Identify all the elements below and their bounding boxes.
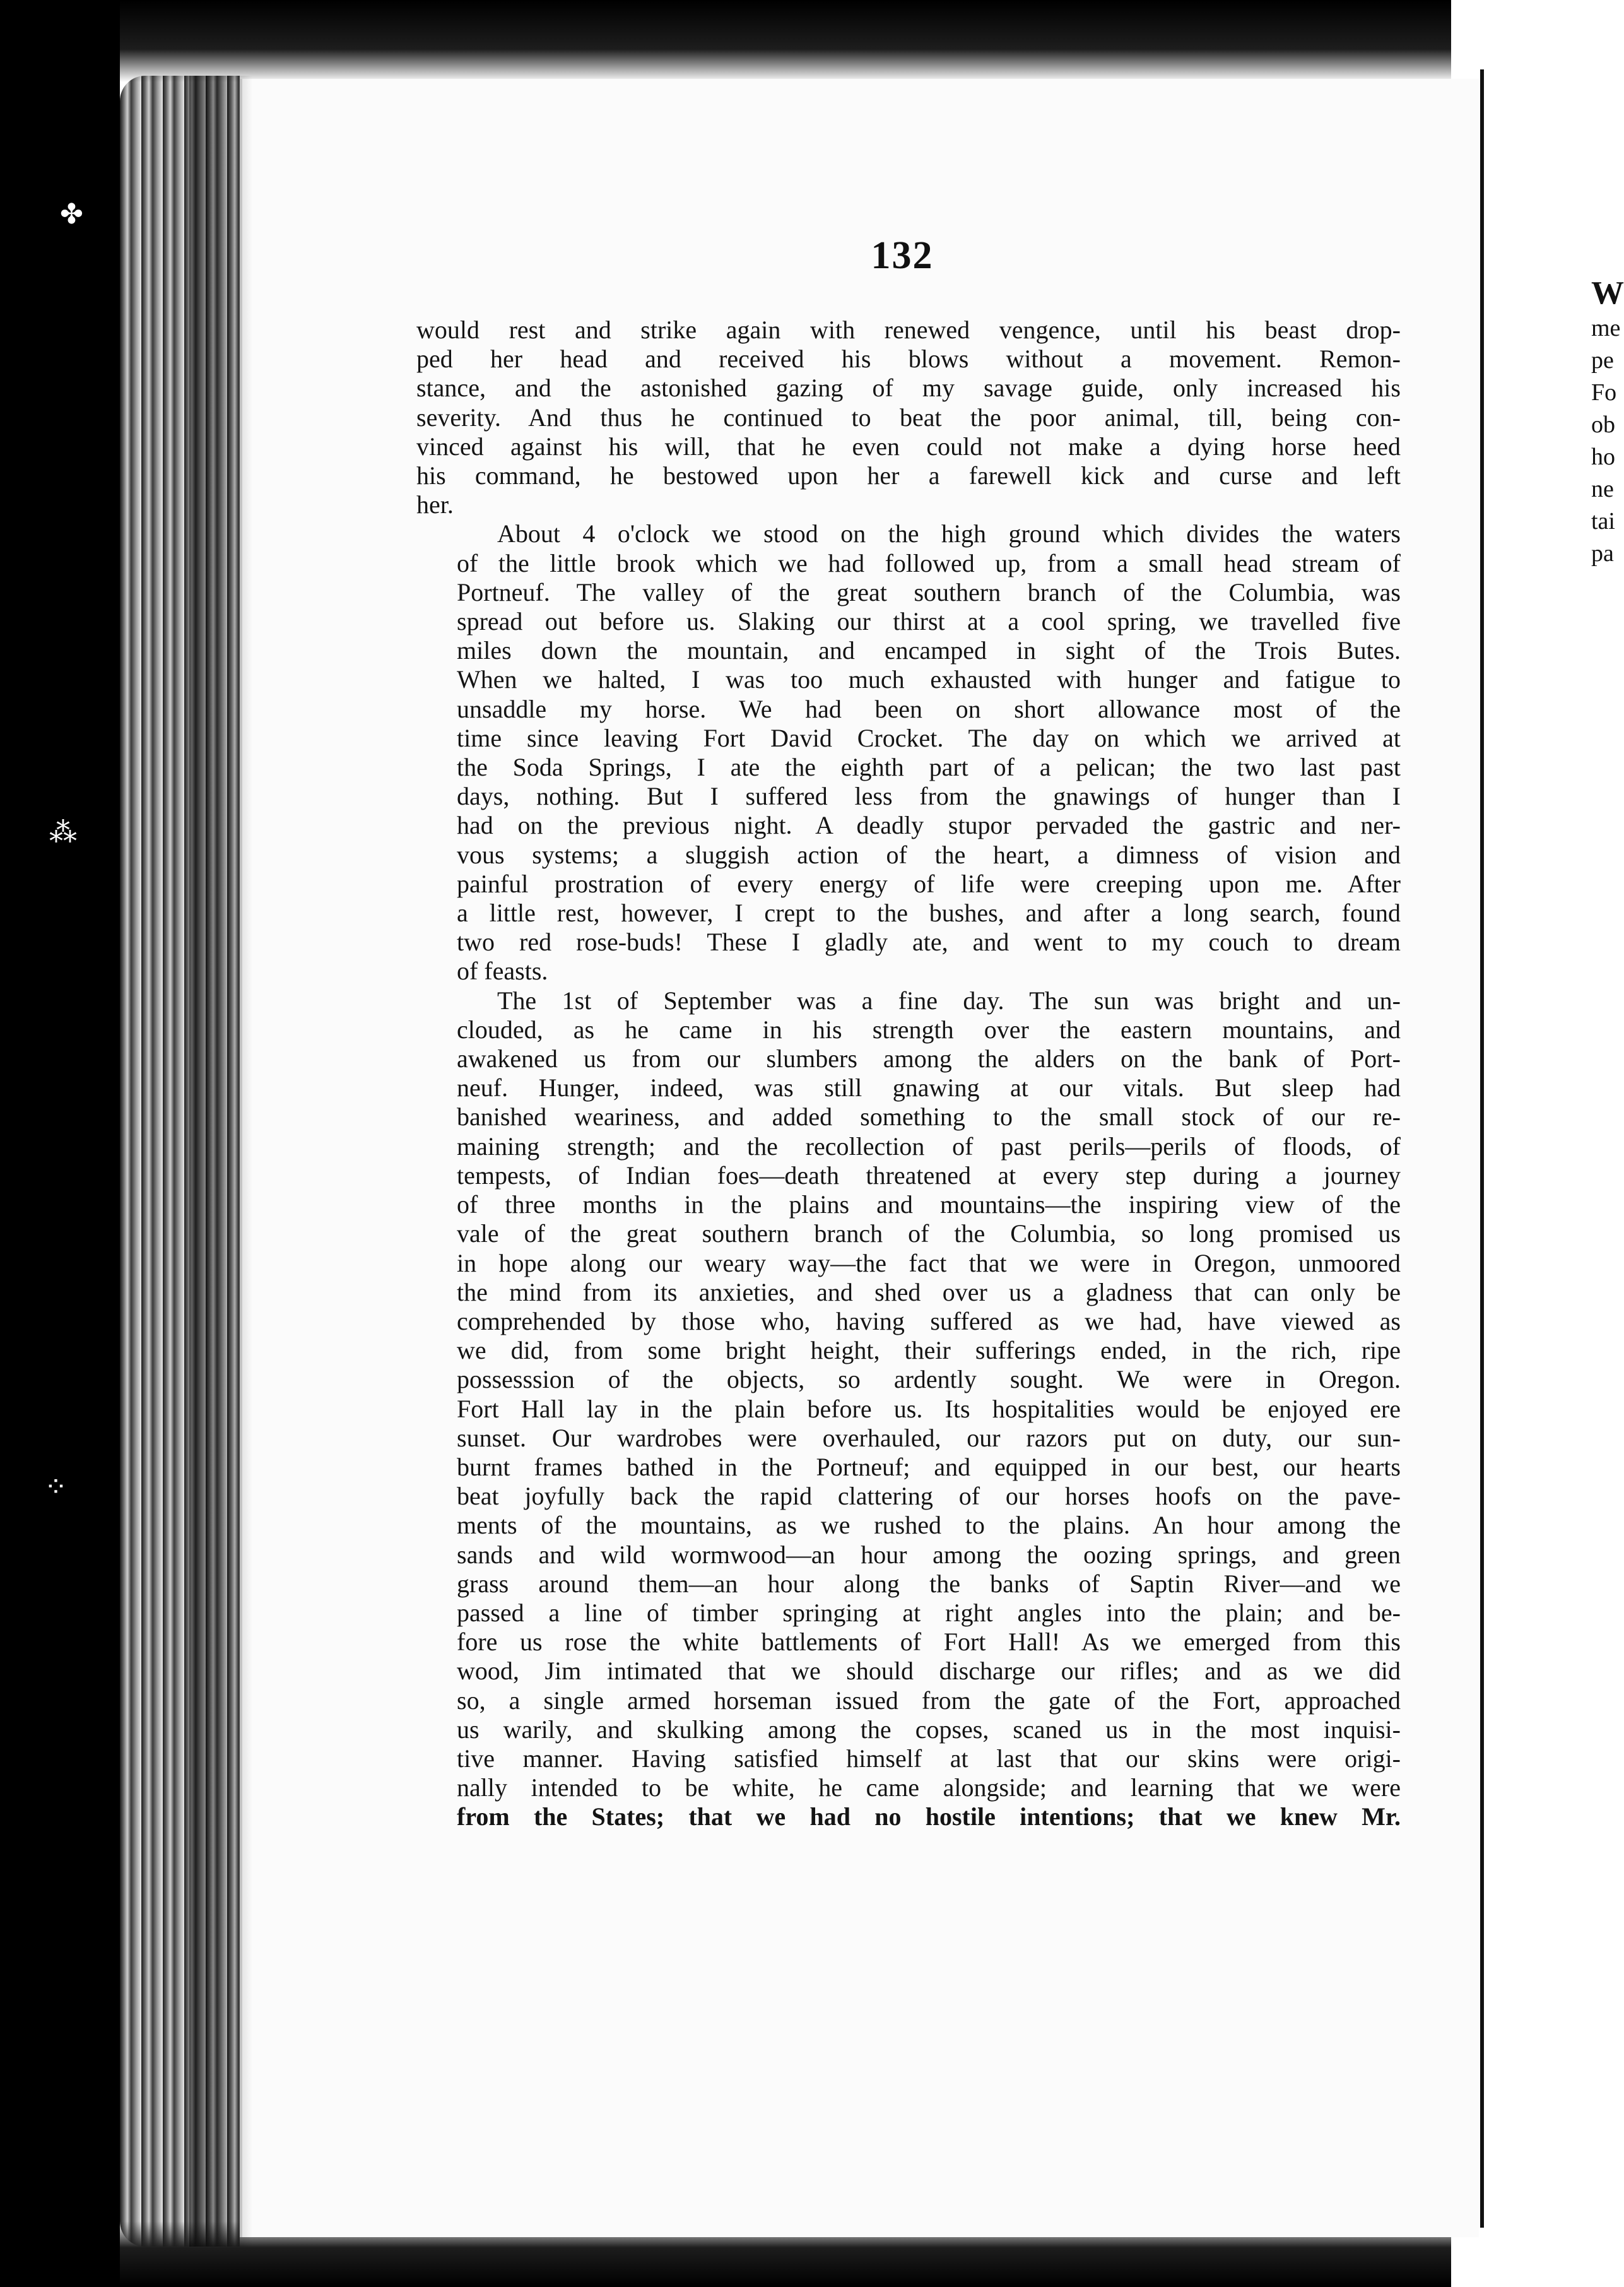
page-number: 132 (871, 234, 934, 277)
text-line: tive manner. Having satisfied himself at last that our skins were origi- (457, 1744, 1401, 1773)
text-line: nally intended to be white, he came alongside; and learning that we were (457, 1773, 1401, 1802)
text-line: clouded, as he came in his strength over the eastern mountains, and (457, 1015, 1401, 1044)
text-line: us warily, and skulking among the copses, scaned us in the most inquisi- (457, 1715, 1401, 1744)
text-line: painful prostration of every energy of life were creeping upon me. After (457, 869, 1401, 898)
text-line: When we halted, I was too much exhausted with hunger and fatigue to (457, 665, 1401, 694)
text-line: beat joyfully back the rapid clattering of our horses hoofs on the pave- (457, 1482, 1401, 1511)
text-line: The 1st of September was a fine day. The sun was bright and un- (497, 986, 1401, 1015)
scan-top-shadow (120, 0, 1451, 82)
page-gutter-line (1480, 69, 1484, 2228)
text-line: would rest and strike again with renewed vengence, until his beast drop- (416, 316, 1401, 344)
text-line: grass around them—an hour along the banks of Saptin River—and we (457, 1569, 1401, 1598)
text-line: ments of the mountains, as we rushed to the plains. An hour among the (457, 1511, 1401, 1540)
text-line: spread out before us. Slaking our thirst at a cool spring, we travelled five (457, 607, 1401, 636)
text-line: of the little brook which we had followed up, from a small head stream of (457, 548, 1401, 577)
text-line: wood, Jim intimated that we should discharge our rifles; and as we did (457, 1657, 1401, 1686)
text-line: from the States; that we had no hostile intentions; that we knew Mr. (457, 1802, 1401, 1831)
text-line: had on the previous night. A deadly stupor pervaded the gastric and ner- (457, 811, 1401, 840)
page-gutter-shadow (189, 76, 252, 2247)
text-line: vinced against his will, that he even could not make a dying horse heed (416, 432, 1401, 461)
next-page-line: W (1591, 275, 1624, 311)
text-line: days, nothing. But I suffered less from the gnawings of hunger than I (457, 782, 1401, 811)
text-line: miles down the mountain, and encamped in sight of the Trois Butes. (457, 636, 1401, 665)
text-line: About 4 o'clock we stood on the high ground which divides the waters (497, 519, 1401, 548)
margin-speck: ✤ (60, 199, 83, 230)
text-line: his command, he bestowed upon her a farewell kick and curse and left (416, 461, 1401, 490)
text-line: we did, from some bright height, their sufferings ended, in the rich, ripe (457, 1336, 1401, 1365)
text-line: unsaddle my horse. We had been on short allowance most of the (457, 694, 1401, 723)
text-line: neuf. Hunger, indeed, was still gnawing at our vitals. But sleep had (457, 1073, 1401, 1102)
text-line: awakened us from our slumbers among the alders on the bank of Port- (457, 1044, 1401, 1073)
text-line: Portneuf. The valley of the great southern branch of the Columbia, was (457, 577, 1401, 606)
text-line: the Soda Springs, I ate the eighth part of a pelican; the two last past (457, 753, 1401, 782)
text-line: of feasts. (457, 957, 548, 986)
text-line: Fort Hall lay in the plain before us. Its hospitalities would be enjoyed ere (457, 1394, 1401, 1423)
text-line: tempests, of Indian foes—death threatened at every step during a journey (457, 1161, 1401, 1190)
text-line: passed a line of timber springing at right angles into the plain; and be- (457, 1598, 1401, 1627)
text-line: ped her head and received his blows without a movement. Remon- (416, 345, 1401, 374)
margin-speck: ⁂ (49, 817, 77, 848)
next-page-line: pe (1591, 347, 1614, 374)
text-line: comprehended by those who, having suffered as we had, have viewed as (457, 1306, 1401, 1335)
text-line: sunset. Our wardrobes were overhauled, our razors put on duty, our sun- (457, 1423, 1401, 1452)
text-line: her. (416, 490, 454, 519)
text-line: fore us rose the white battlements of Fort Hall! As we emerged from this (457, 1628, 1401, 1657)
body-text (416, 316, 1401, 1832)
next-page-line: ho (1591, 444, 1615, 470)
next-page-line: ob (1591, 411, 1615, 438)
text-line: possesssion of the objects, so ardently sought. We were in Oregon. (457, 1365, 1401, 1394)
text-line: a little rest, however, I crept to the bushes, and after a long search, found (457, 899, 1401, 928)
text-line: of three months in the plains and mountains—the inspiring view of the (457, 1190, 1401, 1219)
paragraph (416, 986, 1401, 1832)
text-line: stance, and the astonished gazing of my savage guide, only increased his (416, 374, 1401, 403)
text-line: two red rose-buds! These I gladly ate, and went to my couch to dream (457, 928, 1401, 957)
text-line: vous systems; a sluggish action of the heart, a dimness of vision and (457, 840, 1401, 869)
next-page-line: Fo (1591, 379, 1617, 406)
next-page-line: ne (1591, 476, 1614, 502)
paragraph (416, 519, 1401, 986)
text-line: vale of the great southern branch of the Columbia, so long promised us (457, 1219, 1401, 1248)
text-line: the mind from its anxieties, and shed over us a gladness that can only be (457, 1277, 1401, 1306)
paragraph (416, 316, 1401, 519)
next-page-line: tai (1591, 508, 1615, 535)
text-line: sands and wild wormwood—an hour among the oozing springs, and green (457, 1540, 1401, 1569)
text-line: burnt frames bathed in the Portneuf; and equipped in our best, our hearts (457, 1452, 1401, 1481)
text-line: maining strength; and the recollection of past perils—perils of floods, of (457, 1132, 1401, 1161)
scan-border (0, 0, 120, 2287)
text-line: severity. And thus he continued to beat the poor animal, till, being con- (416, 403, 1401, 432)
text-line: time since leaving Fort David Crocket. The day on which we arrived at (457, 723, 1401, 752)
next-page-line: me (1591, 315, 1621, 341)
text-line: banished weariness, and added something to the small stock of our re- (457, 1102, 1401, 1132)
text-line: in hope along our weary way—the fact that we were in Oregon, unmoored (457, 1248, 1401, 1277)
next-page-line: pa (1591, 540, 1614, 567)
next-page-fragment (1591, 275, 1624, 570)
text-line: so, a single armed horseman issued from the gate of the Fort, approached (457, 1686, 1401, 1715)
margin-speck: ⁘ (44, 1472, 68, 1503)
